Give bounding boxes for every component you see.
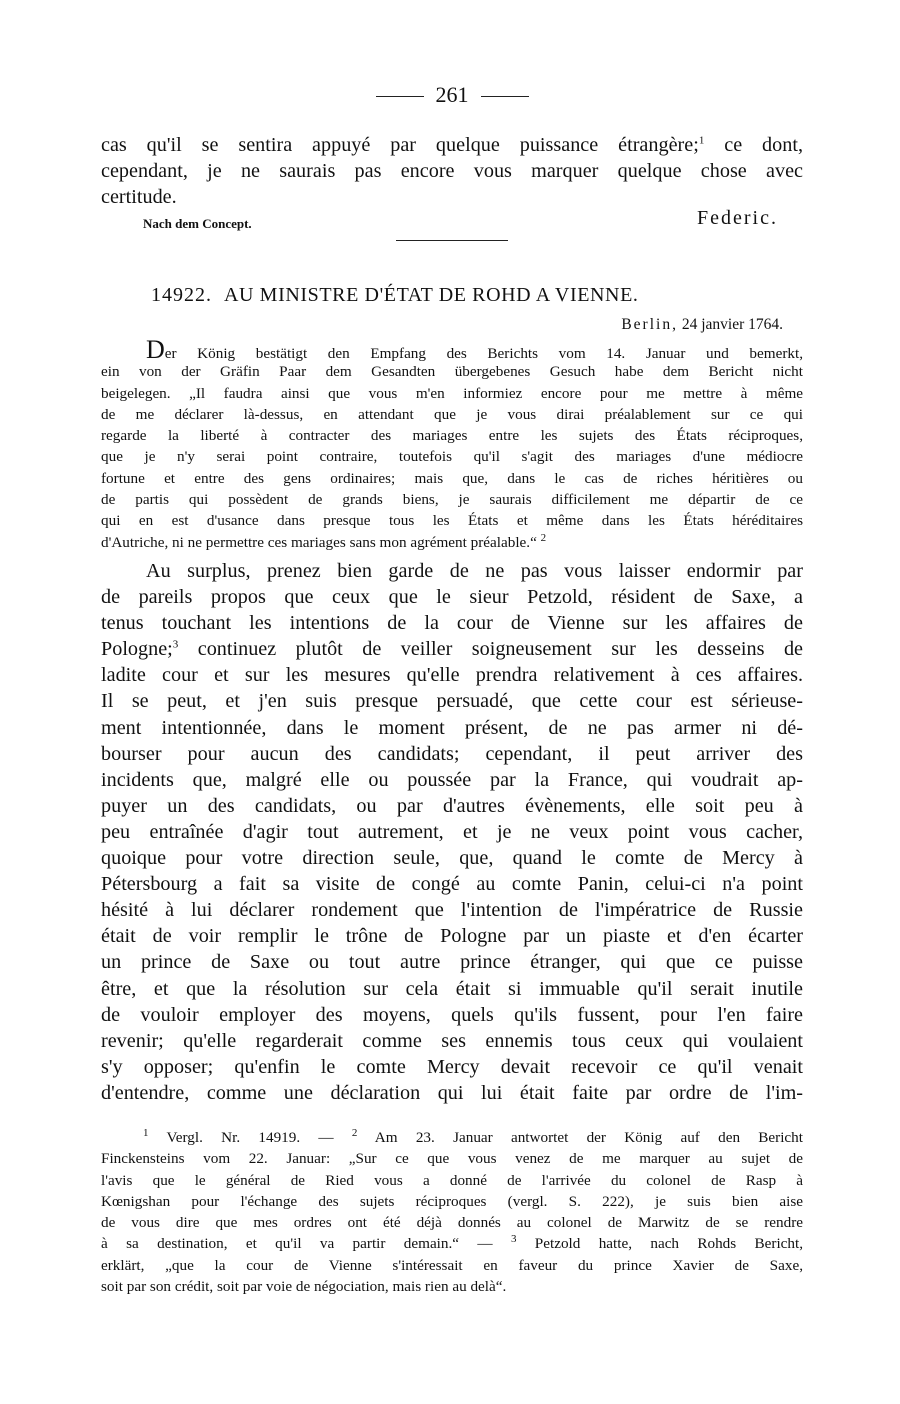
footnote-marker: 3 — [510, 1233, 517, 1246]
text-line: qui en est d'usance dans presque tous les États et même dans les États héréditaires — [101, 512, 803, 530]
footnote-marker: 2 — [351, 1126, 358, 1139]
closing-row — [101, 205, 803, 235]
footnote-line: l'avis que le général de Ried vous a donné de l'arrivée du colonel de Rasp à — [101, 1171, 803, 1189]
text-line: d'entendre, comme une déclaration qui lui était faite par ordre de l'im- — [101, 1081, 803, 1104]
text-line: s'y opposer; qu'enfin le comte Mercy devait recevoir ce qu'il venait — [101, 1055, 803, 1078]
footnote-line: Finckensteins vom 22. Januar: „Sur ce que vous venez de me marquer au sujet de — [101, 1150, 803, 1168]
text-line: Il se peut, et j'en suis presque persuadé, que cette cour est sérieuse- — [101, 690, 803, 713]
dateline — [621, 316, 783, 334]
source-note: Nach dem Concept. — [143, 216, 252, 231]
text-line: ein von der Gräfin Paar dem Gesandten übergebenes Gesuch habe dem Bericht nicht — [101, 363, 803, 381]
page-header — [101, 82, 803, 108]
letter-number: 14922. — [151, 284, 212, 306]
header-rule-left — [376, 96, 424, 97]
footnote-line: soit par son crédit, soit par voie de négociation, mais rien au delà“. — [101, 1278, 507, 1296]
drop-cap: D — [146, 335, 165, 364]
text-line: quoique pour votre direction seule, que, quand le comte de Mercy à — [101, 847, 803, 870]
footnote-line: erklärt, „que la cour de Vienne s'intéressait en faveur du prince Xavier de Saxe, — [101, 1256, 803, 1274]
footnote-line: à sa destination, et qu'il va partir demain.“ — $^3$ Petzold hatte, nach Rohds Bericht, — [101, 1233, 804, 1253]
text-line: Pologne;$^3$ continuez plutôt de veiller soigneusement sur les desseins de — [101, 638, 804, 661]
footnote-marker: 1 — [143, 1126, 149, 1139]
summary-paragraph — [101, 335, 803, 553]
text-line: était de voir remplir le trône de Pologne par un piaste et d'en écarter — [101, 925, 803, 948]
footnote-ref: 3 — [172, 638, 179, 651]
text-line: de me déclarer là-dessus, en attendant que je vous dirai préalablement sur ce qui — [101, 405, 803, 423]
letter-title: AU MINISTRE D'ÉTAT DE ROHD A VIENNE. — [224, 284, 639, 306]
text-line: bourser pour aucun des candidats; cependant, il peut arriver des — [101, 742, 803, 765]
footnote-ref: 2 — [540, 531, 547, 544]
text-line: être, et que la résolution sur cela était si immuable qu'il serait inutile — [101, 977, 803, 1000]
header-rule-right — [481, 96, 529, 97]
footnote-line: de vous dire que mes ordres ont été déjà donnés au colonel de Marwitz de se rendre — [101, 1214, 803, 1232]
text-line: de partis qui possèdent de grands biens, je saurais difficilement me départir de ce — [101, 491, 803, 509]
text-line: d'Autriche, ni ne permettre ces mariages sans mon agrément préalable.“ $^2$ — [101, 531, 547, 551]
text-line: fortune et entre des gens ordinaires; mais que, dans le cas de riches héritières ou — [101, 469, 803, 487]
text-line: cependant, je ne saurais pas encore vous marquer quelque chose avec — [101, 160, 803, 183]
text-line: un prince de Saxe ou tout autre prince étranger, qui que ce puisse — [101, 951, 803, 974]
continued-paragraph — [101, 132, 803, 210]
text-line: certitude. — [101, 186, 177, 209]
text-line: Der König bestätigt den Empfang des Berichts vom 14. Januar und bemerkt, — [146, 335, 803, 364]
text-line: puyer un des candidats, ou par d'autres évènements, elle soit peu à — [101, 794, 803, 817]
letter-heading — [151, 284, 639, 307]
main-paragraph — [101, 558, 803, 1106]
section-divider — [396, 240, 508, 241]
signature: Federic. — [697, 207, 778, 229]
text-line: cas qu'il se sentira appuyé par quelque puissance étrangère;$^1$ ce dont, — [101, 134, 803, 156]
text-line: Au surplus, prenez bien garde de ne pas vous laisser endormir par — [146, 560, 803, 582]
footnote-ref: 1 — [698, 134, 705, 147]
page-number: 261 — [435, 82, 469, 107]
text-line: regarde la liberté à contracter des mariages entre les sujets des États réciproques, — [101, 427, 803, 445]
text-line: beigelegen. „Il faudra ainsi que vous m'en informiez encore pour me mettre à même — [101, 384, 803, 402]
text-line: Pétersbourg a fait sa visite de congé au comte Panin, celui-ci n'a point — [101, 873, 803, 896]
date-place: Berlin, — [621, 316, 678, 333]
text-line: incidents que, malgré elle ou poussée par la France, qui voudrait ap- — [101, 768, 803, 791]
date-text: 24 janvier 1764. — [681, 316, 783, 333]
text-line: ladite cour et sur les mesures qu'elle prendra relativement à ces affaires. — [101, 664, 803, 687]
footnote-line: $^1$ Vergl. Nr. 14919. — $^2$ Am 23. Januar antwortet der König auf den Bericht — [143, 1126, 803, 1146]
text-line: tenus touchant les intentions de la cour de Vienne sur les affaires de — [101, 612, 803, 635]
text-line: revenir; qu'elle regarderait comme ses ennemis tous ceux qui voulaient — [101, 1029, 803, 1052]
text-line: de pareils propos que ceux que le sieur Petzold, résident de Saxe, a — [101, 586, 803, 609]
text-line: que je n'y serai point contraire, toutefois qu'il s'agit des mariages d'une médiocre — [101, 448, 803, 466]
text-line: hésité à lui déclarer rondement que l'intention de l'impératrice de Russie — [101, 899, 803, 922]
footnote-line: Kœnigshan pour l'échange des sujets réciproques (vergl. S. 222), je suis bien aise — [101, 1192, 803, 1210]
text-line: ment intentionnée, dans le moment présent, de ne pas armer ni dé- — [101, 716, 803, 739]
text-line: peu entraînée d'agir tout autrement, et je ne veux point vous cacher, — [101, 820, 803, 843]
footnotes — [101, 1127, 803, 1297]
text-line: de vouloir employer des moyens, quels qu'ils fussent, pour l'en faire — [101, 1003, 803, 1026]
